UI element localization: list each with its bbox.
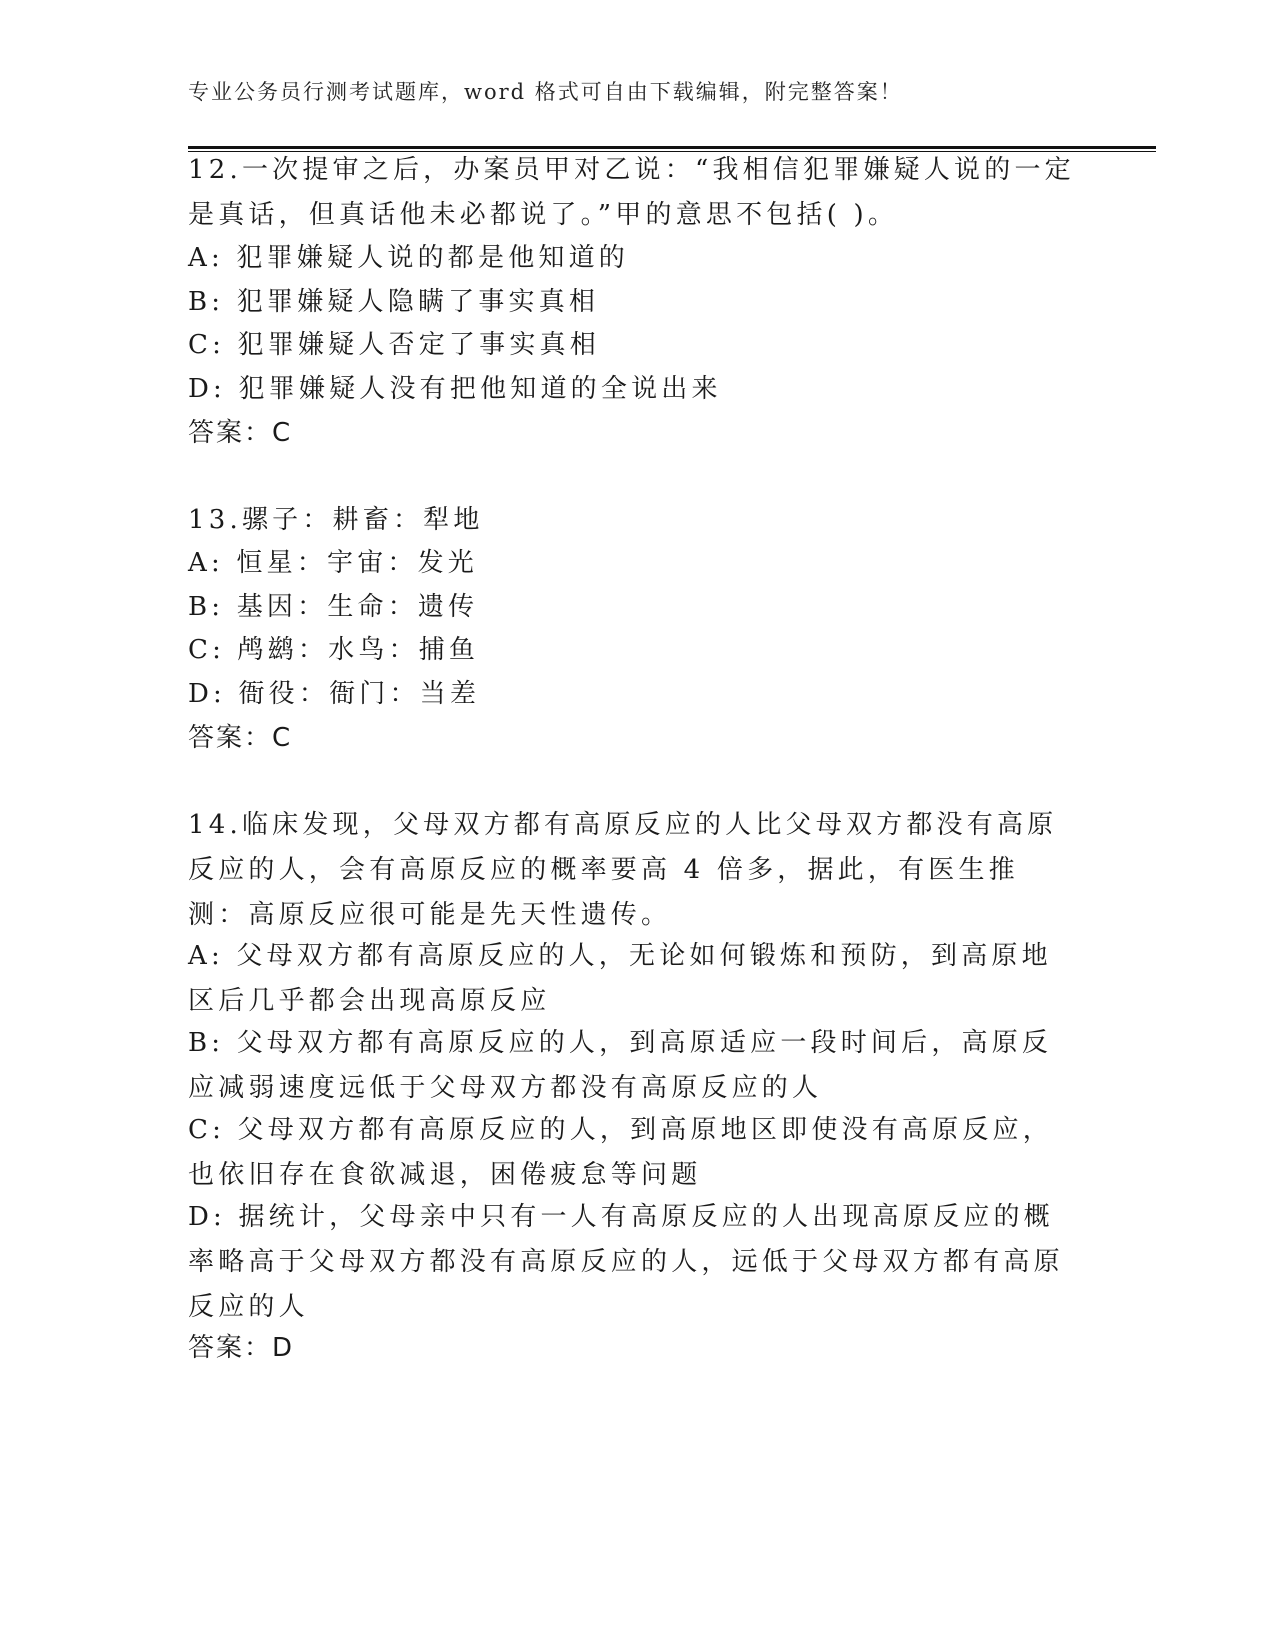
question-13-answer: 答案：C bbox=[188, 723, 293, 753]
question-14-option-d: D: 据统计，父母亲中只有一人有高原反应的人出现高原反应的概率略高于父母双方都没有高原反应的人，远低于父母双方都有高原反应的人 bbox=[188, 1202, 1064, 1322]
question-12-answer: 答案：C bbox=[188, 418, 293, 448]
page-header: 专业公务员行测考试题库，word 格式可自由下载编辑，附完整答案！ bbox=[188, 80, 903, 104]
question-12-option-a: A: 犯罪嫌疑人说的都是他知道的 bbox=[188, 243, 630, 273]
question-13-option-d: D: 衙役：衙门：当差 bbox=[188, 679, 481, 709]
question-13-stem: 13.骡子：耕畜：犁地 bbox=[188, 505, 484, 535]
question-12-option-d: D: 犯罪嫌疑人没有把他知道的全说出来 bbox=[188, 374, 722, 404]
question-14-option-a: A: 父母双方都有高原反应的人，无论如何锻炼和预防，到高原地区后几乎都会出现高原反应 bbox=[188, 941, 1052, 1016]
question-14-option-b: B: 父母双方都有高原反应的人，到高原适应一段时间后，高原反应减弱速度远低于父母双方都没有高原反应的人 bbox=[188, 1028, 1053, 1103]
question-13-option-b: B: 基因：生命：遗传 bbox=[188, 592, 479, 622]
question-12-stem: 12.一次提审之后，办案员甲对乙说：“我相信犯罪嫌疑人说的一定是真话，但真话他未必都说了。”甲的意思不包括( )。 bbox=[188, 155, 1075, 230]
question-13-option-a: A: 恒星：宇宙：发光 bbox=[188, 548, 479, 578]
question-13-option-c: C: 鸬鹚：水鸟：捕鱼 bbox=[188, 635, 480, 665]
question-14-option-c: C: 父母双方都有高原反应的人，到高原地区即使没有高原反应，也依旧存在食欲减退，困倦疲怠等问题 bbox=[188, 1115, 1053, 1190]
question-14-stem: 14.临床发现，父母双方都有高原反应的人比父母双方都没有高原反应的人，会有高原反应的概率要高 4 倍多，据此，有医生推测：高原反应很可能是先天性遗传。 bbox=[188, 810, 1058, 930]
question-14-answer: 答案：D bbox=[188, 1333, 295, 1363]
question-12-option-b: B: 犯罪嫌疑人隐瞒了事实真相 bbox=[188, 287, 600, 317]
question-12-option-c: C: 犯罪嫌疑人否定了事实真相 bbox=[188, 330, 600, 360]
